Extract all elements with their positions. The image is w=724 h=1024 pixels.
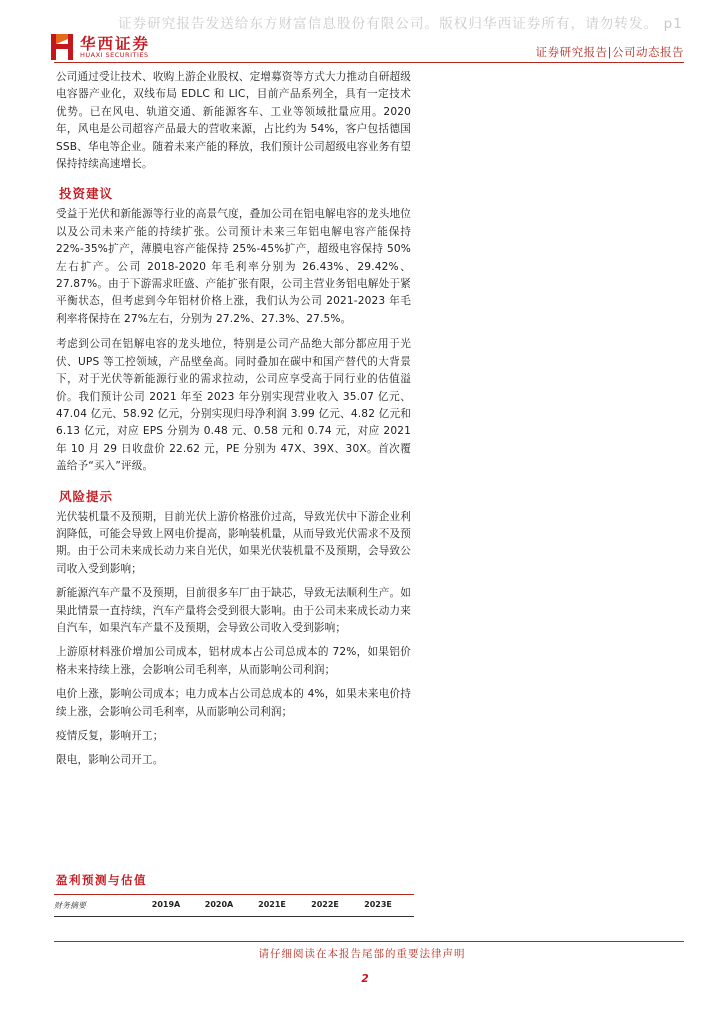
logo-english-name: HUAXI SECURITIES [80,51,149,59]
forecast-year-2021: 2021E [258,900,286,909]
main-content [56,69,411,770]
risk-paragraph-1: 光伏装机量不及预期，目前光伏上游价格涨价过高，导致光伏中下游企业利润降低，可能会导致上网电价提高，影响装机量，从而导致光伏需求不及预期。由于公司未来成长动力来自光伏，如果光伏装机量不及预期，会导致公司收入受到影响； [56,510,411,575]
huaxi-logo-icon [50,33,74,61]
forecast-title: 盈利预测与估值 [56,873,147,887]
investment-paragraph-1: 受益于光伏和新能源等行业的高景气度，叠加公司在铝电解电容的龙头地位以及公司未来产能的持续扩张。公司预计未来三年铝电解电容产能保持 22%-35%扩产，薄膜电容产能保持 25%-45%扩产，超级电容保持 50%左右扩产。公司 2018-2020 年毛利率分别为 26.43%、29.42%、27.87%。由于下游需求旺盛、产能扩张有限，公司主营业务铝电解处于紧平衡状态，但考虑到今年铝材价格上涨，我们认为公司 2021-2023 年毛利率将保持在 27%左右，分别为 27.2%、27.3%、27.5%。 [56,208,411,325]
page-number: 2 [361,973,369,985]
forecast-row-label: 财务摘要 [54,901,86,910]
risk-paragraph-6: 限电，影响公司开工。 [56,754,164,767]
risk-paragraph-4: 电价上涨，影响公司成本；电力成本占公司总成本的 4%，如果未来电价持续上涨，会影响公司毛利率，从而影响公司利润； [56,688,411,718]
investment-section-title: 投资建议 [59,186,114,202]
risk-section-title: 风险提示 [59,488,114,504]
risk-paragraph-5: 疫情反复，影响开工； [56,730,164,742]
forecast-year-2023: 2023E [364,900,392,909]
forecast-year-2022: 2022E [311,900,339,909]
legal-disclaimer-note: 请仔细阅读在本报告尾部的重要法律声明 [258,948,466,960]
forecast-year-2020: 2020A [204,900,234,909]
logo-chinese-name: 华西证券 [80,35,151,53]
footer-divider [54,941,684,942]
risk-paragraph-2: 新能源汽车产量不及预期，目前很多车厂由于缺芯，导致无法顺利生产。如果此情景一直持续，汽车产量将会受到很大影响。由于公司未来成长动力来自汽车，如果汽车产量不及预期，会导致公司收入受到影响； [56,587,411,634]
company-logo [50,33,180,63]
risk-paragraph-3: 上游原材料涨价增加公司成本，铝材成本占公司总成本的 72%，如果铝价格未来持续上涨，会影响公司毛利率，从而影响公司利润； [56,646,411,676]
forecast-table [54,872,414,917]
forecast-header-row [54,895,414,917]
investment-paragraph-2: 考虑到公司在铝解电容的龙头地位，特别是公司产品绝大部分都应用于光伏、UPS 等工控领域，产品壁垒高。同时叠加在碳中和国产替代的大背景下，对于光伏等新能源行业的需求拉动，公司应享受高于同行业的估值溢价。我们预计公司 2021 年至 2023 年分别实现营业收入 35.07 亿元、47.04 亿元、58.92 亿元，分别实现归母净利润 3.99 亿元、4.82 亿元和 6.13 亿元，对应 EPS 分别为 0.48 元、0.58 元和 0.74 元，对应 2021 年 10 月 29 日收盘价 22.62 元，PE 分别为 47X、39X、30X。首次覆盖给予“买入”评级。 [56,338,411,473]
intro-paragraph: 公司通过受让技术、收购上游企业股权、定增募资等方式大力推动自研超级电容器产业化，双线布局 EDLC 和 LIC，目前产品系列全，具有一定技术优势。已在风电、轨道交通、新能源客车、工业等领域批量应用。2020 年，风电是公司超容产品最大的营收来源，占比约为 54%，客户包括德国 SSB、华电等企业。随着未来产能的释放，我们预计公司超级电容业务有望保持持续高速增长。 [56,71,411,171]
report-type-label: 证券研究报告|公司动态报告 [535,45,684,59]
header-divider [54,62,684,63]
watermark-text: 证券研究报告发送给东方财富信息股份有限公司。版权归华西证券所有，请勿转发。 p1 [118,16,683,32]
forecast-year-2019: 2019A [151,900,181,909]
